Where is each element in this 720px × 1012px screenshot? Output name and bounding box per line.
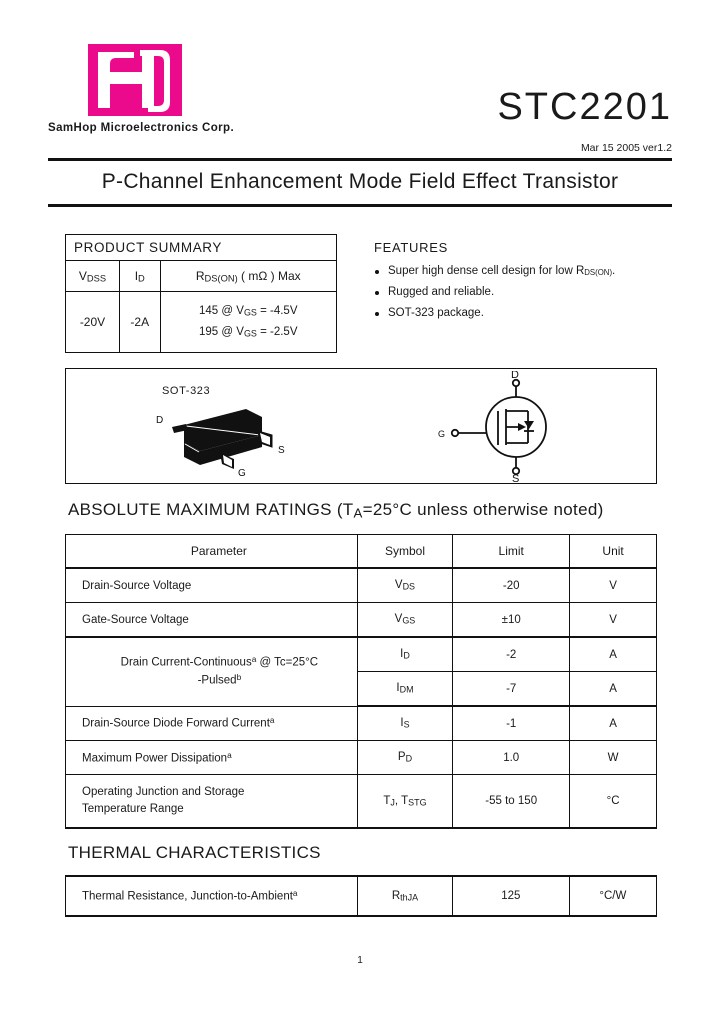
vdss-subscript: DSS [86, 273, 107, 284]
rdson-line-1-rest: = -4.5V [256, 304, 298, 317]
cell-parameter [66, 876, 358, 916]
table-row [66, 568, 657, 603]
symbol-main: P [397, 751, 406, 764]
footnote-marker: a [269, 716, 275, 726]
features-title: FEATURES [374, 240, 448, 255]
cell-symbol [357, 637, 452, 672]
cell-limit: -7 [453, 672, 570, 707]
amr-cond-deg: °C unless otherwise noted) [392, 500, 604, 519]
parameter-line-1: Operating Junction and Storage [82, 786, 245, 799]
cell-limit: -55 to 150 [453, 775, 570, 829]
cell-symbol [358, 876, 453, 916]
package-pin-source-label: S [278, 445, 285, 456]
cell-parameter: Drain-Source Voltage [66, 568, 358, 603]
feature-tail: . [612, 265, 616, 277]
parameter-text: Maximum Power Dissipation [82, 752, 228, 765]
header-vdss [66, 261, 120, 292]
symbol-main: R [391, 889, 401, 902]
bullet-icon [375, 270, 379, 274]
cell-parameter-drain-current [66, 637, 358, 706]
value-id: -2A [120, 292, 161, 353]
feature-item [374, 286, 674, 298]
symbol-sub: D [403, 650, 410, 661]
package-pin-drain-label: D [156, 415, 164, 426]
amr-cond-pre: (T [336, 500, 354, 519]
value-rdson [160, 292, 336, 353]
cell-symbol [357, 603, 452, 638]
table-row [66, 741, 657, 775]
symbol-sub: D [405, 753, 413, 764]
bullet-icon [375, 291, 379, 295]
rdson-line-2 [164, 322, 333, 343]
column-header-parameter: Parameter [66, 535, 358, 569]
symbol-sub: GS [402, 615, 416, 626]
drain-current-text: Drain Current-Continuous [120, 657, 252, 670]
cell-parameter: Gate-Source Voltage [66, 603, 358, 638]
symbol-sub: J [390, 797, 395, 808]
rdson-line-2-prefix: 195 @ V [199, 326, 244, 338]
column-header-symbol: Symbol [357, 535, 452, 569]
absolute-maximum-ratings-table [65, 534, 657, 829]
rdson-line-1 [164, 301, 333, 322]
cell-unit: V [570, 568, 657, 603]
footnote-marker: b [236, 672, 242, 682]
rds-prefix: R [195, 268, 205, 283]
table-row [66, 775, 657, 829]
bullet-icon [375, 312, 379, 316]
symbol-main: I [400, 717, 404, 730]
symbol-main-2: , T [394, 794, 409, 807]
feature-subscript: DS(ON) [584, 268, 613, 278]
cell-unit: V [570, 603, 657, 638]
page-header [48, 38, 672, 158]
cell-symbol [357, 568, 452, 603]
cell-limit: -20 [453, 568, 570, 603]
product-summary-table [65, 234, 337, 353]
table-row [66, 876, 657, 916]
sot323-package-icon [146, 397, 316, 477]
title-rule-top [48, 158, 672, 161]
rdson-line-1-prefix: 145 @ V [199, 304, 244, 317]
parameter-text: Thermal Resistance, Junction-to-Ambient [82, 890, 293, 903]
drain-current-tail: @ Tc=25°C [256, 657, 319, 670]
page-number: 1 [357, 955, 363, 966]
symbol-pin-source-label: S [512, 473, 520, 483]
parameter-text: Drain-Source Diode Forward Current [82, 718, 270, 731]
cell-limit: 1.0 [453, 741, 570, 775]
symbol-pin-gate-label: G [438, 429, 446, 439]
cell-unit: A [570, 706, 657, 741]
mosfet-symbol-icon [416, 371, 606, 483]
feature-text: Super high dense cell design for low R [388, 265, 585, 277]
footnote-marker: a [227, 750, 232, 760]
table-row [66, 706, 657, 741]
absolute-maximum-ratings-heading [68, 500, 604, 520]
id-symbol: I [134, 268, 139, 283]
cell-limit: 125 [452, 876, 569, 916]
cell-parameter [66, 741, 358, 775]
footnote-marker: a [251, 655, 257, 665]
id-subscript: D [138, 273, 145, 284]
symbol-sub: S [403, 719, 410, 730]
package-and-symbol-box [65, 368, 657, 484]
parameter-line-2: Temperature Range [82, 803, 184, 815]
cell-symbol [357, 672, 452, 707]
package-label: SOT-323 [162, 385, 211, 397]
cell-unit: W [570, 741, 657, 775]
rdson-line-2-rest: = -2.5V [256, 326, 298, 338]
symbol-main: I [400, 648, 404, 661]
cell-symbol [357, 741, 452, 775]
column-header-limit: Limit [453, 535, 570, 569]
rdson-line-2-sub: GS [243, 328, 257, 339]
cell-unit: A [570, 637, 657, 672]
symbol-sub: DS [402, 581, 416, 592]
cell-unit: °C [570, 775, 657, 829]
drain-current-line-2 [82, 672, 357, 689]
cell-symbol [357, 775, 452, 829]
company-logo-glyph [88, 44, 182, 116]
symbol-main: V [394, 613, 403, 626]
rdson-line-1-sub: GS [243, 307, 257, 318]
footnote-marker: a [292, 889, 298, 899]
symbol-main: T [383, 794, 391, 807]
symbol-pin-drain-label: D [511, 371, 519, 381]
thermal-characteristics-table [65, 875, 657, 917]
table-row [66, 637, 657, 672]
features-section [374, 240, 674, 328]
table-row [66, 235, 337, 261]
cell-symbol [357, 706, 452, 741]
revision-date: Mar 15 2005 ver1.2 [580, 142, 672, 154]
cell-limit: -1 [453, 706, 570, 741]
document-title: P-Channel Enhancement Mode Field Effect Transistor [101, 170, 619, 193]
symbol-sub-2: STG [408, 797, 427, 808]
header-id [120, 261, 161, 292]
rds-subscript: DS(ON) [204, 273, 238, 284]
feature-item [374, 265, 674, 277]
column-header-unit: Unit [570, 535, 657, 569]
part-number: STC2201 [497, 86, 672, 128]
symbol-sub: DM [399, 684, 414, 695]
cell-limit: ±10 [453, 603, 570, 638]
cell-unit: °C/W [569, 876, 656, 916]
amr-heading-main: ABSOLUTE MAXIMUM RATINGS [68, 500, 332, 519]
drain-current-line-1 [82, 654, 357, 671]
company-name: SamHop Microelectronics Corp. [48, 122, 235, 134]
vdss-symbol: V [78, 268, 87, 283]
symbol-main: V [394, 579, 403, 592]
package-pin-gate-label: G [238, 468, 246, 477]
rds-suffix: ( mΩ ) Max [241, 268, 301, 283]
product-summary-title: PRODUCT SUMMARY [66, 235, 337, 261]
header-rdson [160, 261, 336, 292]
amr-cond-sub: A [353, 505, 363, 521]
symbol-main: I [396, 682, 400, 695]
cell-parameter [66, 706, 358, 741]
table-header-row [66, 535, 657, 569]
cell-unit: A [570, 672, 657, 707]
amr-cond-post: =25 [362, 500, 393, 519]
cell-limit: -2 [453, 637, 570, 672]
value-vdss: -20V [66, 292, 120, 353]
feature-item [374, 307, 674, 319]
feature-text: SOT-323 package. [388, 307, 484, 320]
thermal-characteristics-heading: THERMAL CHARACTERISTICS [68, 843, 321, 862]
cell-parameter [66, 775, 358, 829]
symbol-sub: thJA [400, 892, 419, 903]
feature-text: Rugged and reliable. [388, 286, 495, 299]
pulsed-text: -Pulsed [197, 674, 237, 687]
table-row [66, 261, 337, 292]
title-rule-bottom [48, 204, 672, 207]
table-row [66, 603, 657, 638]
table-row [66, 292, 337, 353]
